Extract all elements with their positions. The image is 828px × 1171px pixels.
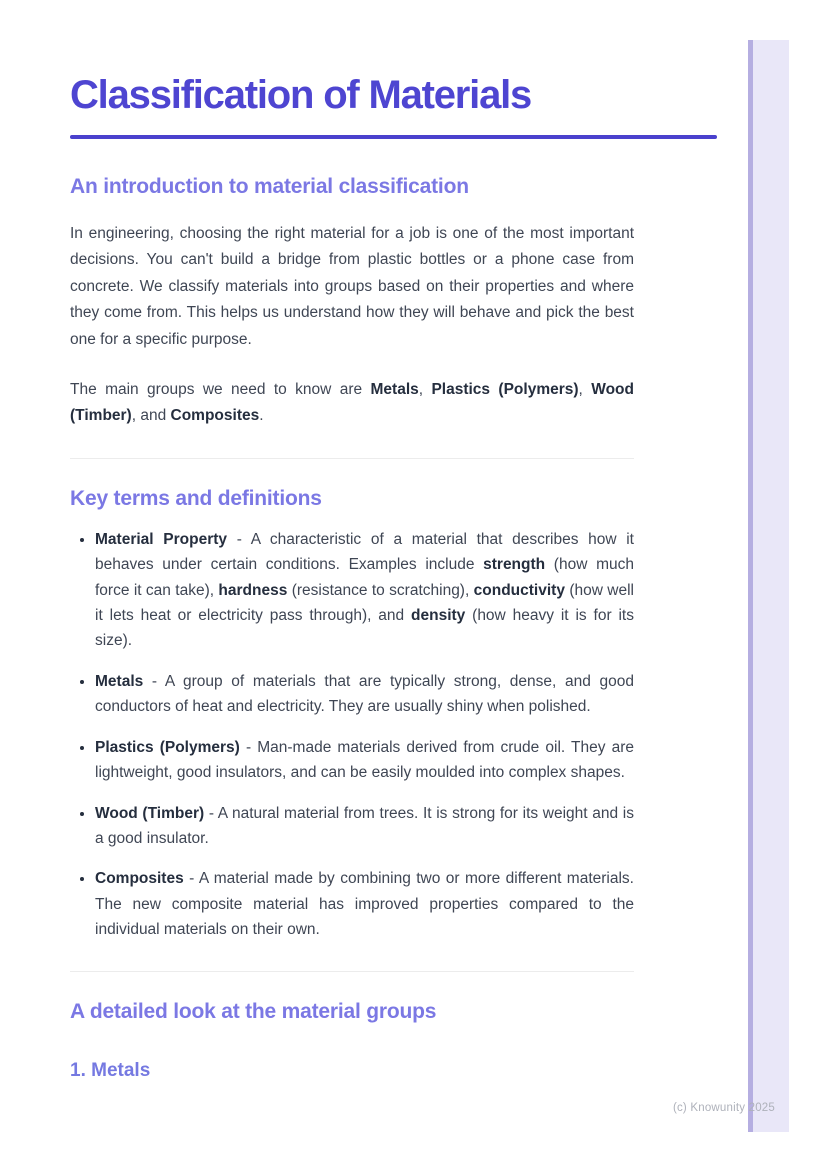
section-heading-introduction: An introduction to material classification [70, 175, 469, 198]
text-column [70, 175, 634, 1082]
page-title: Classification of Materials [70, 73, 532, 117]
list-item-wood: • Wood (Timber) - A natural material from trees. It is strong for its weight and is a good insulator. [95, 801, 634, 852]
title-underline-rule [70, 135, 717, 139]
list-item-material-property: • Material Property - A characteristic of a material that describes how it behaves under certain conditions. Examples include strength (how much force it can take), hardness (resistance to scratching), conductivity (how well it lets heat or electricity pass through), and density (how heavy it is for its size). [95, 527, 634, 654]
document-content [70, 72, 717, 1082]
list-item-plastics: • Plastics (Polymers) - Man-made materials derived from crude oil. They are lightweight, good insulators, and can be easily moulded into complex shapes. [95, 735, 634, 786]
list-item-composites: • Composites - A material made by combining two or more different materials. The new composite material has improved properties compared to the individual materials on their own. [95, 866, 634, 942]
sub-heading-1-metals: 1. Metals [70, 1059, 151, 1081]
section-divider-1 [70, 458, 634, 459]
copyright-watermark: (c) Knowunity 2025 [672, 1102, 775, 1114]
side-accent-strip [748, 40, 789, 1132]
list-item-metals: • Metals - A group of materials that are typically strong, dense, and good conductors of heat and electricity. They are usually shiny when polished. [95, 669, 634, 720]
key-terms-list [70, 527, 634, 943]
section-heading-key-terms: Key terms and definitions [70, 486, 322, 510]
section-divider-2 [70, 971, 634, 972]
intro-paragraph-1: In engineering, choosing the right material for a job is one of the most important decisions. You can't build a bridge from plastic bottles or a phone case from concrete. We classify materials into groups based on their properties and where they come from. This helps us understand how they will behave and pick the best one for a specific purpose. [70, 225, 634, 348]
intro-paragraph-2: The main groups we need to know are Metals, Plastics (Polymers), Wood (Timber), and Composites. [70, 381, 634, 425]
section-heading-detailed-look: A detailed look at the material groups [70, 999, 437, 1023]
